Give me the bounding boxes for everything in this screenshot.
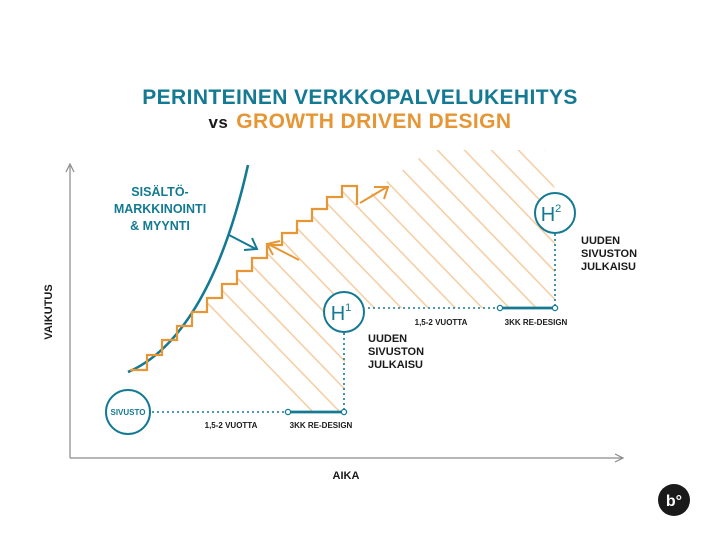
hatch-line (148, 130, 448, 440)
staircase-back-arrow-icon (267, 241, 280, 255)
hatch-line (121, 130, 424, 440)
hatch-line (283, 130, 583, 440)
staircase-back-arrow (268, 244, 299, 260)
hatch-line (472, 130, 715, 440)
hatch-line (445, 130, 715, 440)
hatch-line (391, 130, 691, 440)
brand-logo-text: b° (665, 493, 683, 510)
launch-2-line3: JULKAISU (581, 261, 637, 273)
curve-label-line3: & MYYNTI (130, 219, 190, 233)
title-line2 (209, 110, 512, 133)
launch-2-line1: UUDEN (581, 235, 621, 247)
redesign-1-label: 3KK RE-DESIGN (289, 421, 353, 430)
hatch-line (175, 130, 475, 440)
redesign-2-label: 3KK RE-DESIGN (504, 318, 568, 327)
launch-1-line3: JULKAISU (368, 359, 424, 371)
launch-1-line1: UUDEN (368, 333, 408, 345)
redesign-2-start-dot (497, 305, 502, 310)
redesign-1-start-dot (285, 409, 290, 414)
h1-node-label: $H^1$ (330, 302, 352, 325)
curve-label-line2: MARKKINOINTI (113, 202, 207, 216)
staircase-up-arrow (360, 187, 387, 203)
redesign-1-end-dot (341, 409, 346, 414)
launch-1-line2: SIVUSTON (368, 346, 425, 358)
hatch-line (337, 130, 637, 440)
hatch-line (553, 130, 715, 440)
duration-1-label: 1,5-2 VUOTTA (204, 421, 258, 430)
hatch-line (40, 130, 340, 440)
title-gdd: GROWTH DRIVEN DESIGN (236, 110, 512, 133)
hatch-line (202, 130, 502, 440)
title-vs: vs (208, 113, 229, 132)
hatch-line (688, 130, 715, 440)
hatch-line (229, 130, 529, 440)
duration-2-label: 1,5-2 VUOTTA (414, 318, 468, 327)
hatch-line (256, 130, 556, 440)
redesign-2-end-dot (552, 305, 557, 310)
hatch-line (634, 130, 715, 440)
hatch-line (67, 130, 367, 440)
hatch-line (580, 130, 715, 440)
curve-label-line1: SISÄLTÖ- (131, 185, 189, 199)
hatch-line (310, 130, 610, 440)
hatch-line (364, 130, 664, 440)
hatch-line (499, 130, 715, 440)
hatch-line (418, 130, 715, 440)
curve-pointer-arrow (229, 235, 256, 249)
title-line1: PERINTEINEN VERKKOPALVELUKEHITYS (142, 86, 578, 109)
y-axis-label: VAIKUTUS (43, 284, 55, 340)
launch-2-line2: SIVUSTON (581, 248, 638, 260)
start-node-label: SIVUSTO (110, 408, 146, 417)
h2-node-label: $H^2$ (540, 203, 562, 226)
hatch-line (661, 130, 715, 440)
x-axis-label: AIKA (332, 470, 360, 482)
hatch-line (607, 130, 715, 440)
